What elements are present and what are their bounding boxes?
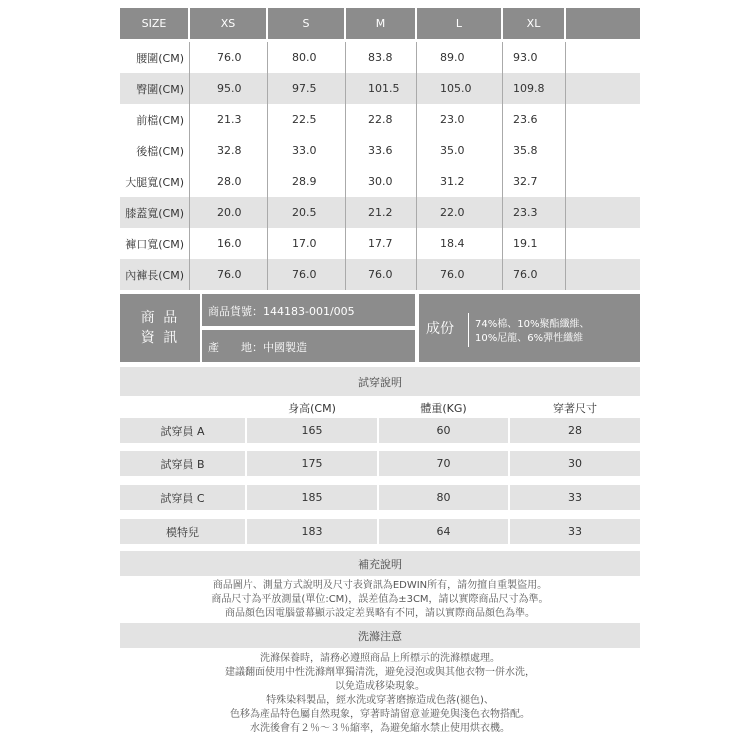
column-divider [565,42,566,290]
size-col-l: L [417,8,501,39]
table-cell: 23.3 [513,206,538,219]
column-height: 身高(CM) [288,402,336,415]
fitter-name: 試穿員 B [120,451,245,476]
table-cell: 101.5 [368,82,400,95]
column-divider [267,42,268,290]
column-size: 穿著尺寸 [553,402,597,415]
fitter-height: 165 [247,418,377,443]
row-label-hip: 臀圍(CM) [136,82,184,96]
fitter-height: 185 [247,485,377,510]
table-cell: 18.4 [440,237,465,250]
fitter-size: 33 [510,519,640,544]
row-label-inseam: 內褲長(CM) [125,268,184,282]
row-label-knee: 膝蓋寬(CM) [125,206,184,220]
table-cell: 109.8 [513,82,545,95]
table-cell: 28.0 [217,175,242,188]
table-cell: 33.0 [292,144,317,157]
size-col-empty [566,8,640,39]
washing-line: 色移為產品特色屬自然現象，穿著時請留意並避免與淺色衣物搭配。 [230,709,530,720]
table-cell: 35.8 [513,144,538,157]
fitter-weight: 60 [379,418,508,443]
column-divider [345,42,346,290]
column-divider [502,42,503,290]
table-cell: 22.8 [368,113,393,126]
table-cell: 89.0 [440,51,465,64]
table-cell: 33.6 [368,144,393,157]
table-cell: 76.0 [440,268,465,281]
fitter-name: 試穿員 A [120,418,245,443]
fitter-size: 33 [510,485,640,510]
table-cell: 23.0 [440,113,465,126]
table-cell: 76.0 [217,268,242,281]
fitting-title: 試穿說明 [120,367,640,396]
table-cell: 105.0 [440,82,472,95]
size-header: SIZE [120,8,188,39]
column-weight: 體重(KG) [420,402,467,415]
fitter-name: 模特兒 [120,519,245,544]
column-divider [189,42,190,290]
fitter-weight: 64 [379,519,508,544]
supplement-line: 商品顏色因電腦螢幕顯示設定差異略有不同，請以實際商品顏色為準。 [225,608,535,619]
table-cell: 97.5 [292,82,317,95]
table-cell: 20.5 [292,206,317,219]
product-info-heading-line2: 資 訊 [140,330,180,346]
composition-divider [468,313,469,347]
row-label-thigh: 大腿寬(CM) [125,175,184,189]
fitter-height: 175 [247,451,377,476]
washing-line: 洗滌保養時，請務必遵照商品上所標示的洗滌標處理。 [260,653,500,664]
product-info-heading-line1: 商 品 [140,310,180,326]
table-cell: 35.0 [440,144,465,157]
supplement-title: 補充說明 [120,551,640,576]
composition-line1: 74%棉、10%聚酯纖維、 [475,319,590,330]
column-divider [416,42,417,290]
table-cell: 32.8 [217,144,242,157]
table-cell: 95.0 [217,82,242,95]
table-cell: 22.0 [440,206,465,219]
origin: 產 地：中國製造 [208,341,307,354]
row-label-waist: 腰圍(CM) [136,51,184,65]
washing-line: 特殊染料製品，經水洗或穿著磨擦造成色落(褪色)、 [266,695,494,706]
size-col-m: M [346,8,415,39]
row-label-hem: 褲口寬(CM) [125,237,184,251]
table-cell: 76.0 [217,51,242,64]
fitter-weight: 80 [379,485,508,510]
table-cell: 16.0 [217,237,242,250]
table-cell: 30.0 [368,175,393,188]
fitter-size: 28 [510,418,640,443]
size-col-s: S [268,8,344,39]
table-cell: 21.2 [368,206,393,219]
table-cell: 93.0 [513,51,538,64]
row-label-back-rise: 後檔(CM) [136,144,184,158]
washing-line: 建議翻面使用中性洗滌劑單獨清洗，避免浸泡或與其他衣物一併水洗， [225,667,535,678]
washing-title: 洗滌注意 [120,623,640,648]
washing-line: 水洗後會有２％～３％縮率，為避免縮水禁止使用烘衣機。 [250,723,510,734]
table-cell: 20.0 [217,206,242,219]
table-cell: 80.0 [292,51,317,64]
table-cell: 21.3 [217,113,242,126]
table-cell: 76.0 [368,268,393,281]
table-cell: 23.6 [513,113,538,126]
table-cell: 32.7 [513,175,538,188]
table-cell: 31.2 [440,175,465,188]
supplement-line: 商品圖片、測量方式說明及尺寸表資訊為EDWIN所有，請勿擅自重製盜用。 [212,580,548,591]
fitter-size: 30 [510,451,640,476]
table-cell: 76.0 [513,268,538,281]
table-cell: 28.9 [292,175,317,188]
washing-line: 以免造成移染現象。 [335,681,425,692]
supplement-line: 商品尺寸為平放測量(單位:CM)，誤差值為±3CM，請以實際商品尺寸為準。 [211,594,549,605]
table-cell: 17.7 [368,237,393,250]
table-cell: 17.0 [292,237,317,250]
table-cell: 83.8 [368,51,393,64]
fitter-weight: 70 [379,451,508,476]
size-col-xl: XL [503,8,564,39]
item-number: 商品貨號：144183-001/005 [208,305,355,318]
table-cell: 76.0 [292,268,317,281]
table-cell: 19.1 [513,237,538,250]
fitter-height: 183 [247,519,377,544]
table-cell: 22.5 [292,113,317,126]
size-col-xs: XS [190,8,266,39]
composition-heading: 成份 [426,321,454,337]
composition-line2: 10%尼龍、6%彈性纖維 [475,333,584,344]
row-label-front-rise: 前檔(CM) [136,113,184,127]
fitter-name: 試穿員 C [120,485,245,510]
